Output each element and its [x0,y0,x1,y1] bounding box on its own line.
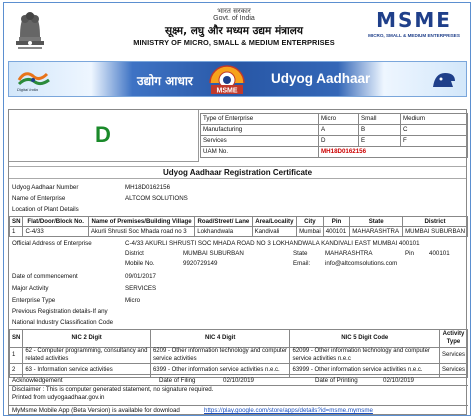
filing-row [9,374,468,385]
udyog-aadhaar-seal-icon [207,63,247,96]
enterprise-type-table [200,113,468,158]
column-header: Name of Premises/Building Village [88,217,194,227]
app-download-row [9,405,468,415]
msme-logo-subtitle: MICRO, SMALL & MEDIUM ENTERPRISES [368,33,460,38]
district-value: MUMBAI SUBURBAN [183,250,244,257]
table-cell: Lokhandwala [195,227,252,237]
mobile-label: Mobile No. [125,260,155,267]
date-of-filing-label: Date of Filing [159,377,196,384]
column-header: NIC 5 Digit Code [290,330,440,348]
table-cell: Services [439,364,467,378]
table-row [10,227,468,237]
table-cell: D [319,136,359,147]
column-header: District [403,217,468,227]
table-cell: Medium [401,114,468,125]
column-header: NIC 4 Digit [150,330,290,348]
state-value: MAHARASHTRA [325,250,373,257]
certificate-page [3,2,471,416]
email-value: info@altcomsolutions.com [325,260,398,267]
mobile-value: 9920729149 [183,260,218,267]
table-cell: B [359,125,401,136]
msme-logo [364,8,464,52]
pin-label: Pin [405,250,414,257]
plant-location-table [9,216,468,237]
grade-box [9,110,199,162]
column-header: City [297,217,324,227]
date-of-printing-label: Date of Printing [315,377,358,384]
make-in-india-lion-icon [429,67,459,93]
state-label: State [293,250,308,257]
table-cell: A [319,125,359,136]
udyog-aadhaar-banner [8,61,467,97]
plant-details-label: Location of Plant Details [12,206,79,213]
national-emblem-icon [10,7,50,51]
enterprise-type-value: Micro [125,297,141,304]
table-cell: 400101 [323,227,350,237]
commencement-value: 09/01/2017 [125,273,156,280]
table-cell: Akurli Shrusti Soc Mhada road no 3 [88,227,194,237]
seal-msme-text: MSME [216,87,238,95]
table-cell: C [401,125,468,136]
date-of-printing-value: 02/10/2019 [383,377,414,384]
table-cell: F [401,136,468,147]
column-header: Area/Locality [252,217,297,227]
table-cell: 62099 - Other information technology and computer service activities n.e.c [290,348,440,364]
table-cell: Kandivali [252,227,297,237]
table-cell: MUMBAI SUBURBAN [403,227,468,237]
official-address-label: Official Address of Enterprise [12,240,92,247]
msme-logo-mark: MSME [376,8,452,32]
table-header-row [10,330,468,348]
email-label: Email: [293,260,311,267]
table-cell: Services [439,348,467,364]
govt-of-india-line: Govt. of India [213,15,255,22]
app-download-text: MyMsme Mobile App (Beta Version) is available for download [12,407,180,414]
previous-registration-label: Previous Registration details-If any [12,308,108,315]
enterprise-name-label: Name of Enterprise [12,195,66,202]
enterprise-name-value: ALTCOM SOLUTIONS [125,195,188,202]
district-label: District [125,250,144,257]
table-row [201,136,468,147]
hindi-govt-line: भारत सरकार [217,7,251,15]
column-header: Activity Type [439,330,467,348]
table-cell: 62 - Computer programming, consultancy and related activities [23,348,151,364]
date-of-filing-value: 02/10/2019 [223,377,254,384]
page-header [4,3,470,55]
table-cell: Services [201,136,319,147]
column-header: NIC 2 Digit [23,330,151,348]
digital-india-label: Digital India [17,87,38,92]
table-cell: 6209 - Other information technology and computer service activities [150,348,290,364]
table-cell: 2 [10,364,23,378]
official-address-value: C-4/33 AKURLI SHRUSTI SOC MHADA ROAD NO 3 LOKHANDWALA KANDIVALI EAST MUMBAI 400101 [125,240,420,247]
major-activity-value: SERVICES [125,285,157,292]
enterprise-grade-letter: D [95,122,111,147]
nic-classification-table [9,329,468,378]
acknowledgement-label: Acknowledgement [12,377,63,384]
pin-value: 400101 [429,250,450,257]
column-header: SN [10,217,23,227]
column-header: Flat/Door/Block No. [23,217,88,227]
table-cell: Micro [319,114,359,125]
table-cell: 63999 - Other information service activities n.e.c. [290,364,440,378]
table-cell: C-4/33 [23,227,88,237]
table-cell: Manufacturing [201,125,319,136]
table-cell: 1 [10,227,23,237]
uam-label: UAM No. [201,147,319,158]
column-header: Pin [323,217,350,227]
banner-hindi-title: उद्योग आधार [137,74,193,88]
table-cell: MAHARASHTRA [350,227,403,237]
major-activity-label: Major Activity [12,285,49,292]
table-row [201,114,468,125]
column-header: State [350,217,403,227]
enterprise-type-label: Enterprise Type [12,297,56,304]
table-row [201,125,468,136]
app-download-link[interactable]: https://play.google.com/store/apps/details?id=msme.mymsme [204,407,373,414]
uan-label: Udyog Aadhaar Number [12,184,79,191]
commencement-label: Date of commencement [12,273,78,280]
table-cell: Mumbai [297,227,324,237]
english-ministry-name: MINISTRY OF MICRO, SMALL & MEDIUM ENTERPRISES [133,38,335,47]
table-header-row [10,217,468,227]
table-cell: Small [359,114,401,125]
hindi-ministry-name: सूक्ष्म, लघु और मध्यम उद्यम मंत्रालय [165,25,303,37]
column-header: SN [10,330,23,348]
table-cell: 63 - Information service activities [23,364,151,378]
ministry-heading [114,7,354,48]
registration-certificate [8,109,467,415]
disclaimer-line-1: Disclaimer : This is computer generated statement, no signature required. [12,386,214,393]
table-cell: 6399 - Other information service activities n.e.c. [150,364,290,378]
table-cell: E [359,136,401,147]
certificate-title: Udyog Aadhaar Registration Certificate [9,166,466,179]
column-header: Road/Street/ Lane [195,217,252,227]
nic-code-label: National Industry Classification Code [12,319,114,326]
table-row [10,348,468,364]
disclaimer-line-2: Printed from udyogaadhaar.gov.in [12,394,105,401]
table-cell: 1 [10,348,23,364]
table-cell: Type of Enterprise [201,114,319,125]
uan-value: MH18D0162156 [125,184,171,191]
table-row [201,147,468,158]
banner-english-title: Udyog Aadhaar [271,71,371,86]
uam-number: MH18D0162156 [319,147,468,158]
